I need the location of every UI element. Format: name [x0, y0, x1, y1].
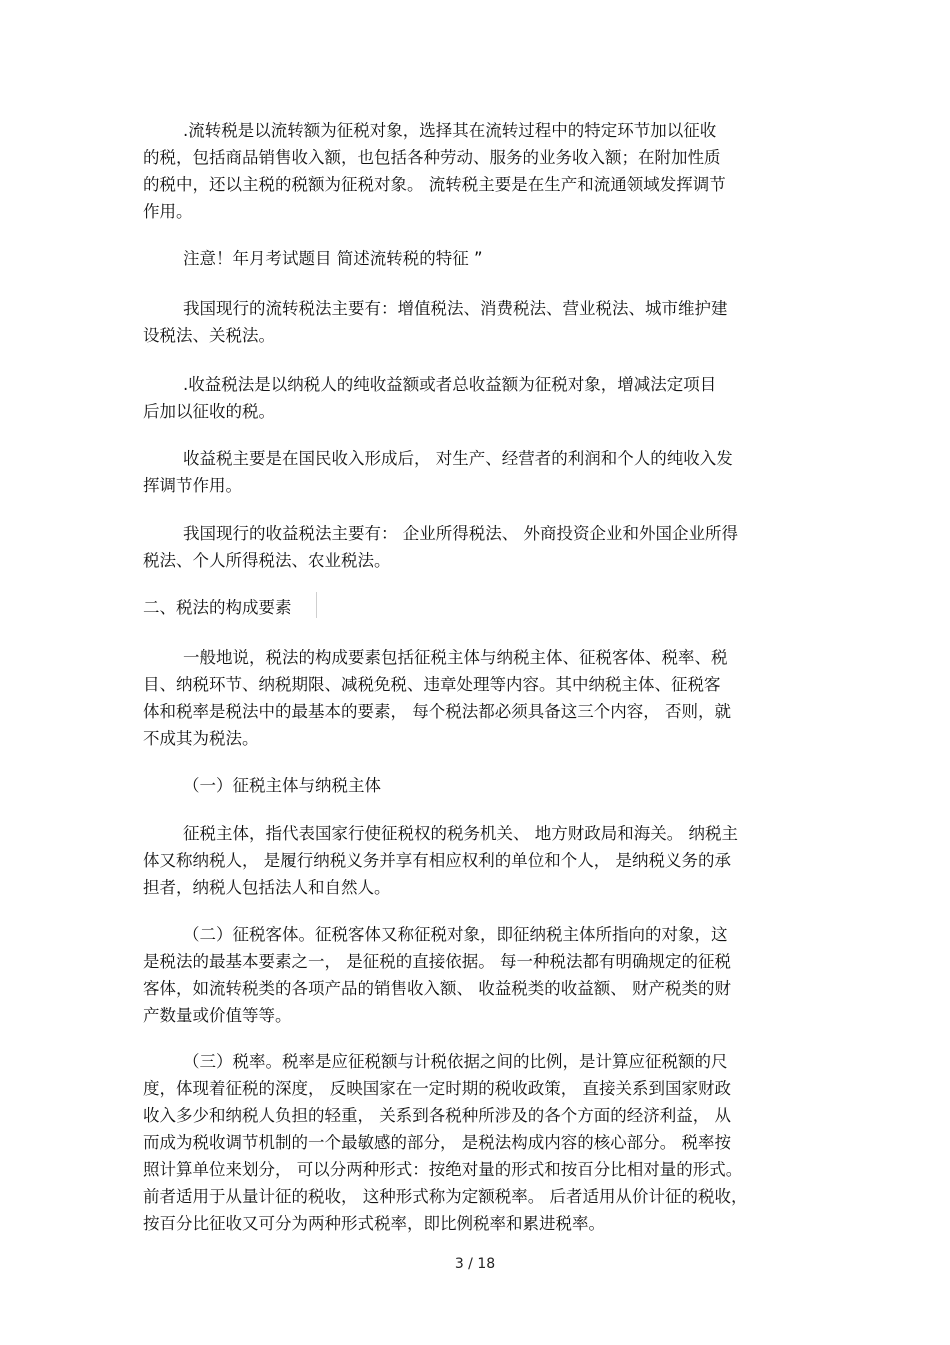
- text-line: 体又称纳税人， 是履行纳税义务并享有相应权利的单位和个人， 是纳税义务的承: [143, 851, 731, 870]
- text-line: 目、纳税环节、纳税期限、减税免税、违章处理等内容。其中纳税主体、征税客: [143, 675, 721, 694]
- heading-divider: [316, 592, 317, 618]
- paragraph-income-tax-definition: [143, 371, 811, 425]
- text-line: 注意！年月考试题目 简述流转税的特征 ”: [183, 249, 483, 268]
- paragraph-tax-object: [143, 921, 811, 1029]
- text-line: 度，体现着征税的深度， 反映国家在一定时期的税收政策， 直接关系到国家财政: [143, 1079, 731, 1098]
- text-line: 是税法的最基本要素之一， 是征税的直接依据。 每一种税法都有明确规定的征税: [143, 952, 731, 971]
- paragraph-exam-note: [143, 245, 811, 272]
- text-line: 担者，纳税人包括法人和自然人。: [143, 878, 391, 897]
- text-line: 的税，包括商品销售收入额，也包括各种劳动、服务的业务收入额；在附加性质: [143, 148, 721, 167]
- paragraph-tax-rate: [143, 1048, 811, 1237]
- paragraph-income-tax-laws: [143, 520, 811, 574]
- text-line: 前者适用于从量计征的税收， 这种形式称为定额税率。 后者适用从价计征的税收，: [143, 1187, 748, 1206]
- text-line: （三）税率。税率是应征税额与计税依据之间的比例，是计算应征税额的尺: [183, 1052, 728, 1071]
- subsection-heading: （一）征税主体与纳税主体: [183, 776, 381, 795]
- text-line: 而成为税收调节机制的一个最敏感的部分， 是税法构成内容的核心部分。 税率按: [143, 1133, 731, 1152]
- paragraph-turnover-tax-definition: [143, 117, 811, 225]
- paragraph-turnover-tax-laws: [143, 295, 811, 349]
- page-number: 3 / 18: [454, 1256, 496, 1272]
- text-line: 后加以征收的税。: [143, 402, 275, 421]
- text-line: 收入多少和纳税人负担的轻重， 关系到各税种所涉及的各个方面的经济利益， 从: [143, 1106, 731, 1125]
- text-line: .流转税是以流转额为征税对象，选择其在流转过程中的特定环节加以征收: [183, 121, 717, 140]
- paragraph-income-tax-role: [143, 445, 811, 499]
- text-line: 的税中，还以主税的税额为征税对象。 流转税主要是在生产和流通领域发挥调节: [143, 175, 726, 194]
- text-line: 体和税率是税法中的最基本的要素， 每个税法都必须具备这三个内容， 否则，就: [143, 702, 731, 721]
- paragraph-tax-law-elements: [143, 644, 811, 752]
- text-line: 挥调节作用。: [143, 476, 242, 495]
- text-line: 作用。: [143, 202, 193, 221]
- text-line: 我国现行的流转税法主要有：增值税法、消费税法、营业税法、城市维护建: [183, 299, 728, 318]
- text-line: 税法、个人所得税法、农业税法。: [143, 551, 391, 570]
- section-heading: 二、税法的构成要素: [143, 598, 292, 617]
- text-line: 产数量或价值等等。: [143, 1006, 292, 1025]
- paragraph-tax-subjects: [143, 820, 811, 901]
- text-line: .收益税法是以纳税人的纯收益额或者总收益额为征税对象，增减法定项目: [183, 375, 717, 394]
- text-line: 一般地说，税法的构成要素包括征税主体与纳税主体、征税客体、税率、税: [183, 648, 728, 667]
- text-line: 征税主体，指代表国家行使征税权的税务机关、 地方财政局和海关。 纳税主: [183, 824, 738, 843]
- text-line: 收益税主要是在国民收入形成后， 对生产、经营者的利润和个人的纯收入发: [183, 449, 733, 468]
- text-line: 客体，如流转税类的各项产品的销售收入额、 收益税类的收益额、 财产税类的财: [143, 979, 731, 998]
- text-line: 照计算单位来划分， 可以分两种形式：按绝对量的形式和按百分比相对量的形式。: [143, 1160, 743, 1179]
- text-line: 不成其为税法。: [143, 729, 259, 748]
- text-line: 按百分比征收又可分为两种形式税率，即比例税率和累进税率。: [143, 1214, 605, 1233]
- text-line: （二）征税客体。征税客体又称征税对象，即征纳税主体所指向的对象，这: [183, 925, 728, 944]
- text-line: 我国现行的收益税法主要有： 企业所得税法、 外商投资企业和外国企业所得: [183, 524, 738, 543]
- text-line: 设税法、关税法。: [143, 326, 275, 345]
